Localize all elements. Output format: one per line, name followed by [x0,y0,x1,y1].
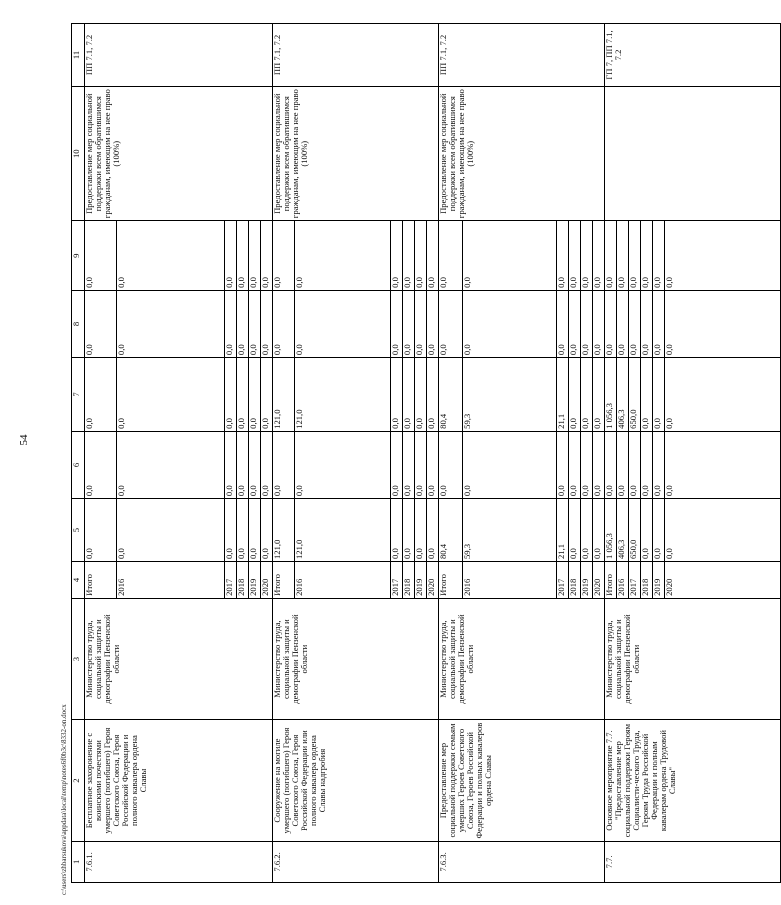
cell-regional: 0,0 [569,358,581,432]
cell-other: 0,0 [295,221,391,290]
table-row [439,24,463,883]
cell-total: 0,0 [581,499,593,562]
cell-other: 0,0 [569,221,581,290]
cell-regional: 0,0 [249,358,261,432]
cell-regional: 0,0 [665,358,781,432]
cell-other: 0,0 [225,221,237,290]
cell-other: 0,0 [117,221,225,290]
table-row [273,24,295,883]
cell-year: 2016 [117,561,225,598]
cell-local: 0,0 [641,290,653,357]
cell-year: 2019 [415,561,427,598]
cell-other: 0,0 [557,221,569,290]
cell-federal: 0,0 [273,431,295,498]
cell-year: 2017 [629,561,641,598]
cell-local: 0,0 [261,290,273,357]
cell-regional: 0,0 [415,358,427,432]
cell-federal: 0,0 [581,431,593,498]
table-row [605,24,617,883]
item-name: Сооружение на могиле умершего (погибшего) Героя Советского Союза, Героя Российской Федерации или полного кавалера ордена Славы надгробия [273,720,439,841]
cell-year: 2018 [237,561,249,598]
item-executor: Министерство труда, социальной защиты и демографии Пензенской области [85,598,273,719]
item-result [605,86,781,220]
item-indicator: ПП 7.1, 7.2 [85,24,273,87]
cell-local: 0,0 [391,290,403,357]
item-name: Бесплатное захоронение с воинскими почестями умершего (погибшего) Героя Советского Союза, Героя Российской Федерации и полного кавалера ордена Славы [85,720,273,841]
cell-total: 0,0 [85,499,117,562]
cell-year: 2020 [427,561,439,598]
table-row [85,24,117,883]
cell-local: 0,0 [617,290,629,357]
cell-year: 2018 [403,561,415,598]
cell-local: 0,0 [593,290,605,357]
cell-other: 0,0 [273,221,295,290]
cell-year: 2019 [249,561,261,598]
item-indicator: ПП 7.1, 7.2 [273,24,439,87]
cell-total: 80,4 [439,499,463,562]
cell-other: 0,0 [617,221,629,290]
cell-federal: 0,0 [557,431,569,498]
cell-regional: 0,0 [403,358,415,432]
cell-local: 0,0 [581,290,593,357]
cell-regional: 1 056,3 [605,358,617,432]
cell-other: 0,0 [415,221,427,290]
cell-other: 0,0 [249,221,261,290]
cell-total: 0,0 [593,499,605,562]
cell-total: 0,0 [427,499,439,562]
cell-federal: 0,0 [665,431,781,498]
cell-local: 0,0 [427,290,439,357]
cell-total: 59,3 [463,499,557,562]
cell-total: 0,0 [249,499,261,562]
item-executor: Министерство труда, социальной защиты и демографии Пензенской области [439,598,605,719]
header-cell: 10 [72,86,85,220]
header-row [72,24,85,883]
cell-other: 0,0 [463,221,557,290]
page-number: 54 [18,434,30,446]
cell-local: 0,0 [557,290,569,357]
cell-federal: 0,0 [653,431,665,498]
cell-total: 0,0 [641,499,653,562]
cell-other: 0,0 [665,221,781,290]
header-cell: 4 [72,561,85,598]
footer-file-path: c:\users\zhbarsukova\appdata\local\temp\notes6f0b3c\8332-on.docx [60,704,68,895]
header-cell: 3 [72,598,85,719]
cell-regional: 406,3 [617,358,629,432]
cell-regional: 121,0 [273,358,295,432]
cell-total: 0,0 [653,499,665,562]
header-cell: 11 [72,24,85,87]
header-cell: 5 [72,499,85,562]
cell-federal: 0,0 [641,431,653,498]
cell-total: 0,0 [569,499,581,562]
cell-other: 0,0 [403,221,415,290]
cell-regional: 0,0 [261,358,273,432]
cell-regional: 0,0 [117,358,225,432]
cell-regional: 80,4 [439,358,463,432]
cell-year: Итого [605,561,617,598]
item-result: Предоставление мер социальной поддержки всем обратившимся гражданам, имеющим на нее право (100%) [85,86,273,220]
header-cell: 6 [72,431,85,498]
cell-year: 2017 [557,561,569,598]
cell-local: 0,0 [665,290,781,357]
cell-regional: 0,0 [237,358,249,432]
cell-total: 121,0 [273,499,295,562]
cell-other: 0,0 [581,221,593,290]
item-code: 7.6.2. [273,841,439,882]
cell-year: Итого [273,561,295,598]
cell-local: 0,0 [629,290,641,357]
cell-local: 0,0 [295,290,391,357]
item-executor: Министерство труда, социальной защиты и демографии Пензенской области [605,598,781,719]
cell-federal: 0,0 [225,431,237,498]
cell-local: 0,0 [273,290,295,357]
item-executor: Министерство труда, социальной защиты и демографии Пензенской области [273,598,439,719]
cell-federal: 0,0 [261,431,273,498]
cell-other: 0,0 [641,221,653,290]
cell-other: 0,0 [629,221,641,290]
cell-total: 406,3 [617,499,629,562]
cell-local: 0,0 [439,290,463,357]
cell-year: 2019 [581,561,593,598]
cell-local: 0,0 [569,290,581,357]
cell-total: 0,0 [403,499,415,562]
header-cell: 8 [72,290,85,357]
cell-total: 0,0 [237,499,249,562]
cell-federal: 0,0 [463,431,557,498]
cell-year: 2018 [569,561,581,598]
cell-regional: 0,0 [391,358,403,432]
cell-year: Итого [85,561,117,598]
cell-federal: 0,0 [569,431,581,498]
cell-other: 0,0 [439,221,463,290]
cell-federal: 0,0 [593,431,605,498]
cell-regional: 0,0 [225,358,237,432]
cell-regional: 0,0 [427,358,439,432]
cell-federal: 0,0 [295,431,391,498]
cell-local: 0,0 [85,290,117,357]
cell-year: 2020 [261,561,273,598]
cell-other: 0,0 [605,221,617,290]
cell-total: 0,0 [391,499,403,562]
cell-regional: 0,0 [641,358,653,432]
cell-year: Итого [439,561,463,598]
cell-federal: 0,0 [117,431,225,498]
item-indicator: ГП 7, ПП 7.1, 7.2 [605,24,781,87]
cell-federal: 0,0 [415,431,427,498]
item-result: Предоставление мер социальной поддержки всем обратившимся гражданам, имеющим на нее право (100%) [439,86,605,220]
cell-total: 0,0 [665,499,781,562]
header-cell: 7 [72,358,85,432]
item-name: Основное мероприятие 7.7. "Предоставление мер социальной поддержки Героям Социалисти-ческого Труда, Героям Труда Российской Федерации и полным кавалерам ордена Трудовой Славы" [605,720,781,841]
cell-total: 0,0 [117,499,225,562]
cell-year: 2019 [653,561,665,598]
cell-local: 0,0 [415,290,427,357]
cell-federal: 0,0 [403,431,415,498]
cell-total: 650,0 [629,499,641,562]
cell-regional: 650,0 [629,358,641,432]
cell-year: 2017 [391,561,403,598]
cell-federal: 0,0 [439,431,463,498]
cell-local: 0,0 [403,290,415,357]
cell-total: 0,0 [415,499,427,562]
cell-regional: 0,0 [581,358,593,432]
cell-federal: 0,0 [249,431,261,498]
cell-total: 21,1 [557,499,569,562]
cell-total: 121,0 [295,499,391,562]
cell-year: 2016 [463,561,557,598]
cell-local: 0,0 [605,290,617,357]
cell-regional: 0,0 [593,358,605,432]
cell-year: 2016 [617,561,629,598]
cell-year: 2020 [665,561,781,598]
cell-federal: 0,0 [427,431,439,498]
cell-local: 0,0 [237,290,249,357]
cell-regional: 0,0 [85,358,117,432]
item-code: 7.6.3. [439,841,605,882]
cell-regional: 21,1 [557,358,569,432]
cell-local: 0,0 [653,290,665,357]
cell-other: 0,0 [593,221,605,290]
cell-local: 0,0 [249,290,261,357]
item-code: 7.6.1. [85,841,273,882]
cell-total: 0,0 [225,499,237,562]
cell-regional: 0,0 [653,358,665,432]
item-code: 7.7. [605,841,781,882]
cell-federal: 0,0 [605,431,617,498]
cell-federal: 0,0 [617,431,629,498]
cell-federal: 0,0 [237,431,249,498]
rotated-page [71,23,678,883]
cell-other: 0,0 [261,221,273,290]
cell-year: 2020 [593,561,605,598]
cell-year: 2017 [225,561,237,598]
item-result: Предоставление мер социальной поддержки всем обратившимся гражданам, имеющим на нее право (100%) [273,86,439,220]
cell-regional: 59,3 [463,358,557,432]
cell-other: 0,0 [85,221,117,290]
header-cell: 1 [72,841,85,882]
cell-federal: 0,0 [391,431,403,498]
cell-local: 0,0 [117,290,225,357]
cell-total: 0,0 [261,499,273,562]
cell-other: 0,0 [237,221,249,290]
item-name: Предоставление мер социальной поддержки семьям умерших Героев Советского Союза, Героев Российской Федерации и полных кавалеров ордена Славы [439,720,605,841]
header-cell: 2 [72,720,85,841]
cell-federal: 0,0 [629,431,641,498]
program-table [71,23,781,883]
cell-other: 0,0 [427,221,439,290]
header-cell: 9 [72,221,85,290]
cell-local: 0,0 [463,290,557,357]
cell-local: 0,0 [225,290,237,357]
cell-other: 0,0 [391,221,403,290]
cell-year: 2016 [295,561,391,598]
cell-regional: 121,0 [295,358,391,432]
cell-federal: 0,0 [85,431,117,498]
cell-year: 2018 [641,561,653,598]
cell-other: 0,0 [653,221,665,290]
cell-total: 1 056,3 [605,499,617,562]
item-indicator: ПП 7.1, 7.2 [439,24,605,87]
